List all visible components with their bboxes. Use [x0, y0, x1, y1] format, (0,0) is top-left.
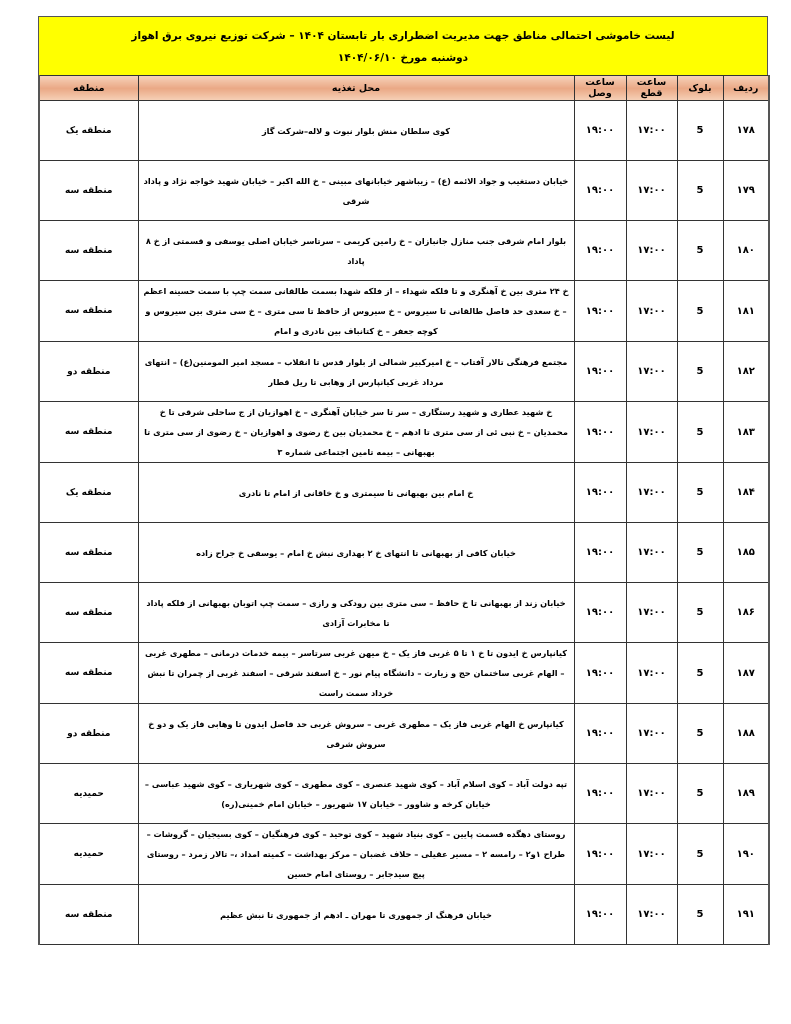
cell-row-no: ۱۸۶ [723, 583, 769, 643]
table-row [39, 704, 769, 764]
cell-region: منطقه دو [39, 342, 138, 402]
cell-block: 5 [677, 463, 723, 523]
table-row [39, 583, 769, 643]
title-band [38, 16, 768, 75]
cell-region: منطقه سه [39, 161, 138, 221]
table-header-row [39, 76, 769, 101]
cell-location: کوی سلطان منش بلوار نبوت و لاله–شرکت گاز [138, 101, 574, 161]
cell-row-no: ۱۸۸ [723, 704, 769, 764]
cell-cut-time: ۱۷:۰۰ [626, 643, 677, 704]
cell-region: حمیدیه [39, 824, 138, 885]
cell-cut-time: ۱۷:۰۰ [626, 342, 677, 402]
cell-cut-time: ۱۷:۰۰ [626, 402, 677, 463]
cell-connect-time: ۱۹:۰۰ [574, 402, 626, 463]
cell-cut-time: ۱۷:۰۰ [626, 463, 677, 523]
cell-region: منطقه سه [39, 402, 138, 463]
cell-row-no: ۱۸۱ [723, 281, 769, 342]
cell-location: خیابان زند از بهبهانی تا خ حافظ – سی متری بین رودکی و رازی – سمت چپ اتوبان بهبهانی از فلکه پاداد تا مخابرات آزادی [138, 583, 574, 643]
cell-block: 5 [677, 824, 723, 885]
cell-location: کیانپارس خ ایدون تا خ ۱ تا ۵ غربی فاز یک – خ میهن غربی سرتاسر – بیمه خدمات درمانی – مطهری غربی – الهام غربی ساختمان حج و زیارت – دانشگاه پیام نور – خ اسفند شرقی – اسفند غربی از چمران تا نبش خرداد سمت راست [138, 643, 574, 704]
table-row [39, 221, 769, 281]
cell-location: خ ۲۴ متری بین خ آهنگری و تا فلکه شهداء – از فلکه شهدا بسمت طالقانی سمت چپ با سمت حسینه اعظم – خ سعدی حد فاصل طالقانی تا سیروس – خ سیروس از حافظ تا سی متری – خ سی متری بین سیروس و کوچه جعفر – خ کتانباف بین نادری و امام [138, 281, 574, 342]
cell-connect-time: ۱۹:۰۰ [574, 824, 626, 885]
cell-region: منطقه سه [39, 281, 138, 342]
cell-connect-time: ۱۹:۰۰ [574, 463, 626, 523]
cell-location: تپه دولت آباد – کوی اسلام آباد – کوی شهید عنصری – کوی مطهری – کوی شهریاری – کوی شهید عباسی – خیابان کرخه و شاوور – خیابان ۱۷ شهریور – خیابان امام خمینی(ره) [138, 764, 574, 824]
cell-cut-time: ۱۷:۰۰ [626, 704, 677, 764]
table-row [39, 885, 769, 945]
table-row [39, 161, 769, 221]
outage-table [38, 75, 770, 945]
cell-connect-time: ۱۹:۰۰ [574, 523, 626, 583]
table-row [39, 463, 769, 523]
cell-location: خ امام بین بهبهانی تا سیمتری و خ خاقانی از امام تا نادری [138, 463, 574, 523]
cell-row-no: ۱۷۹ [723, 161, 769, 221]
cell-connect-time: ۱۹:۰۰ [574, 221, 626, 281]
cell-block: 5 [677, 643, 723, 704]
cell-connect-time: ۱۹:۰۰ [574, 583, 626, 643]
col-header-block: بلوک [677, 76, 723, 101]
table-row [39, 101, 769, 161]
cell-block: 5 [677, 885, 723, 945]
cell-connect-time: ۱۹:۰۰ [574, 764, 626, 824]
cell-location: روستای دهگده قسمت پایین – کوی بنیاد شهید – کوی توحید – کوی فرهنگیان – کوی بسیجیان – گروشات – طراح ۱و۲ – رامسه ۲ – مسیر عقیلی – حلاف غضبان – مرکز بهداشت – کمیته امداد ،– تالار زمرد – روستای پیچ سیدجابر – روستای امام حسین [138, 824, 574, 885]
cell-row-no: ۱۷۸ [723, 101, 769, 161]
cell-row-no: ۱۹۰ [723, 824, 769, 885]
cell-block: 5 [677, 101, 723, 161]
cell-row-no: ۱۸۴ [723, 463, 769, 523]
col-header-location: محل تغذیه [138, 76, 574, 101]
cell-cut-time: ۱۷:۰۰ [626, 583, 677, 643]
cell-row-no: ۱۹۱ [723, 885, 769, 945]
cell-cut-time: ۱۷:۰۰ [626, 523, 677, 583]
cell-row-no: ۱۸۹ [723, 764, 769, 824]
col-header-connect-time: ساعت وصل [574, 76, 626, 101]
cell-region: منطقه دو [39, 704, 138, 764]
cell-row-no: ۱۸۰ [723, 221, 769, 281]
cell-row-no: ۱۸۲ [723, 342, 769, 402]
table-row [39, 342, 769, 402]
cell-block: 5 [677, 281, 723, 342]
cell-block: 5 [677, 221, 723, 281]
table-body [39, 101, 769, 945]
cell-location: خ شهید عطاری و شهید رستگاری – سر تا سر خیابان آهنگری – خ اهوازیان از ج ساحلی شرقی تا خ محمدیان – خ نبی ئی از سی متری تا ادهم – خ محمدیان بین خ رضوی و اهوازیان – خ رضوی از سی متری تا بهبهانی – بیمه تامین اجتماعی شماره ۳ [138, 402, 574, 463]
cell-block: 5 [677, 342, 723, 402]
cell-location: کیانپارس خ الهام غربی فاز یک – مطهری غربی – سروش غربی حد فاصل ایدون تا وهابی فاز یک و دو خ سروش شرقی [138, 704, 574, 764]
cell-block: 5 [677, 704, 723, 764]
document-title: لیست خاموشی احتمالی مناطق جهت مدیریت اضطراری بار تابستان ۱۴۰۴ – شرکت توزیع نیروی برق اهواز [131, 30, 675, 42]
cell-cut-time: ۱۷:۰۰ [626, 101, 677, 161]
table-row [39, 281, 769, 342]
cell-connect-time: ۱۹:۰۰ [574, 101, 626, 161]
cell-block: 5 [677, 161, 723, 221]
cell-cut-time: ۱۷:۰۰ [626, 281, 677, 342]
table-row [39, 643, 769, 704]
col-header-region: منطقه [39, 76, 138, 101]
table-row [39, 824, 769, 885]
col-header-cut-time: ساعت قطع [626, 76, 677, 101]
cell-location: بلوار امام شرقی جنب منازل جانبازان – خ رامین کریمی – سرتاسر خیابان اصلی یوسفی و قسمتی از خ ۸ پاداد [138, 221, 574, 281]
cell-row-no: ۱۸۵ [723, 523, 769, 583]
cell-region: حمیدیه [39, 764, 138, 824]
cell-connect-time: ۱۹:۰۰ [574, 704, 626, 764]
cell-region: منطقه سه [39, 221, 138, 281]
cell-location: خیابان کافی از بهبهانی تا انتهای خ ۲ بهداری نبش خ امام – یوسفی خ جراح زاده [138, 523, 574, 583]
cell-connect-time: ۱۹:۰۰ [574, 643, 626, 704]
cell-region: منطقه سه [39, 583, 138, 643]
cell-region: منطقه یک [39, 463, 138, 523]
cell-block: 5 [677, 523, 723, 583]
cell-cut-time: ۱۷:۰۰ [626, 161, 677, 221]
cell-cut-time: ۱۷:۰۰ [626, 764, 677, 824]
cell-connect-time: ۱۹:۰۰ [574, 885, 626, 945]
cell-location: مجتمع فرهنگی تالار آفتاب – خ امیرکبیر شمالی از بلوار قدس تا انقلاب – مسجد امیر المومنین(ع) – انتهای مرداد غربی کیانپارس از وهابی تا ریل قطار [138, 342, 574, 402]
cell-block: 5 [677, 764, 723, 824]
cell-connect-time: ۱۹:۰۰ [574, 342, 626, 402]
cell-row-no: ۱۸۳ [723, 402, 769, 463]
cell-block: 5 [677, 402, 723, 463]
cell-location: خیابان فرهنگ از جمهوری تا مهران ـ ادهم از جمهوری تا نبش عظیم [138, 885, 574, 945]
outage-schedule-document [38, 16, 768, 945]
col-header-row-no: ردیف [723, 76, 769, 101]
cell-location: خیابان دستغیب و جواد الائمه (ع) – زیباشهر خیابانهای مبینی – خ الله اکبر – خیابان شهید خواجه نژاد و پاداد شرقی [138, 161, 574, 221]
cell-block: 5 [677, 583, 723, 643]
table-row [39, 764, 769, 824]
cell-connect-time: ۱۹:۰۰ [574, 161, 626, 221]
cell-cut-time: ۱۷:۰۰ [626, 824, 677, 885]
cell-region: منطقه سه [39, 523, 138, 583]
cell-connect-time: ۱۹:۰۰ [574, 281, 626, 342]
cell-cut-time: ۱۷:۰۰ [626, 221, 677, 281]
cell-region: منطقه سه [39, 885, 138, 945]
cell-region: منطقه سه [39, 643, 138, 704]
table-row [39, 523, 769, 583]
cell-region: منطقه یک [39, 101, 138, 161]
document-date: دوشنبه مورخ ۱۴۰۴/۰۶/۱۰ [337, 52, 469, 64]
cell-cut-time: ۱۷:۰۰ [626, 885, 677, 945]
table-row [39, 402, 769, 463]
cell-row-no: ۱۸۷ [723, 643, 769, 704]
